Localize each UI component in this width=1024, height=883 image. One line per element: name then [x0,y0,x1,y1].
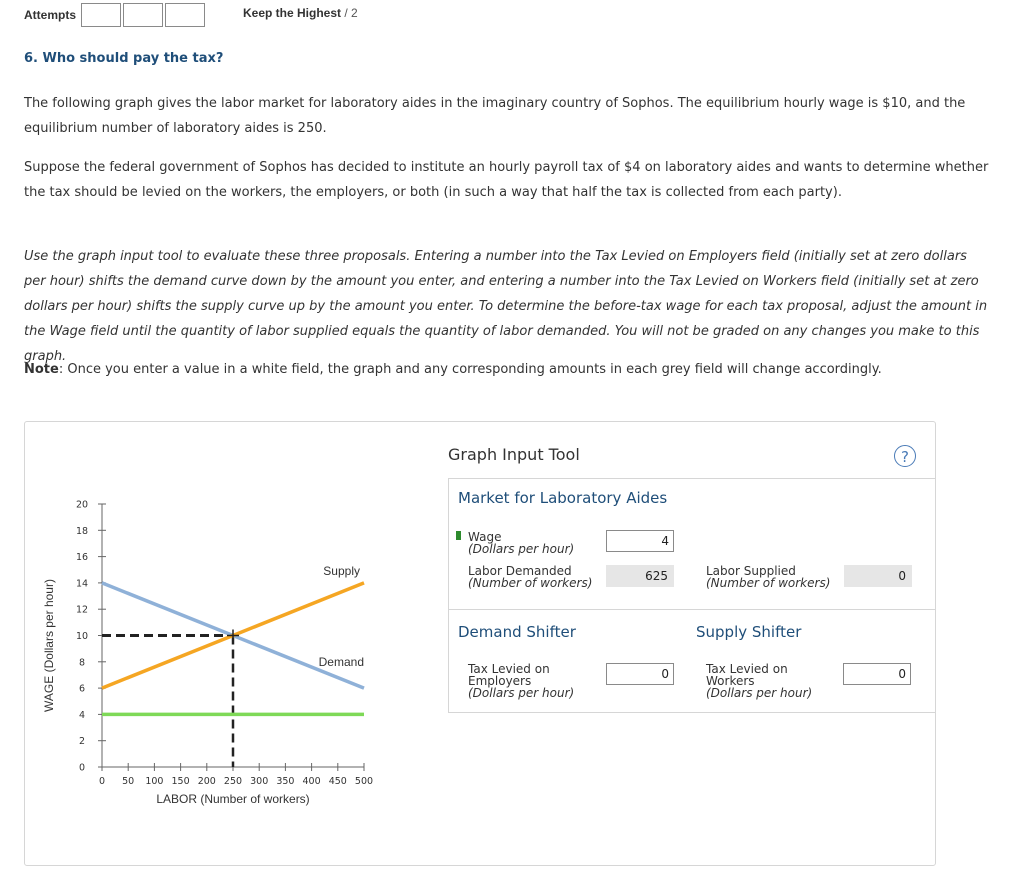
tax-employers-input[interactable] [606,663,674,685]
x-axis-label: LABOR (Number of workers) [156,792,310,806]
wage-unit: (Dollars per hour) [468,542,575,556]
tax-workers-label-line2: Workers [706,674,755,688]
x-tick-label-150: 150 [171,776,190,787]
question-title: 6. Who should pay the tax? [24,51,224,66]
x-tick-label-0: 0 [98,776,106,787]
labor-demanded-label-text: Labor Demanded [468,564,572,578]
tax-paragraph: Suppose the federal government of Sophos has decided to institute an hourly payroll tax of $4 on laboratory aides and wants to determine whether the tax should be levied on the workers, the employers, or both (in such a way that half the tax is collected from each party). [24,160,989,200]
y-tick-label-2: 2 [78,736,86,748]
y-tick-label-14: 14 [75,578,89,590]
labor-supplied-unit: (Number of workers) [706,576,831,590]
tax-employers-unit: (Dollars per hour) [468,686,575,700]
note-text: : Once you enter a value in a white field, the graph and any corresponding amounts in each grey field will change accordingly. [58,362,882,377]
x-tick-label-100: 100 [145,776,164,787]
y-tick-label-20: 20 [75,499,89,511]
supply-shifter-title: Supply Shifter [696,623,802,641]
help-icon[interactable]: ? [894,445,916,467]
attempt-box-1 [81,3,121,27]
wage-label-text: Wage [468,530,502,544]
x-tick-label-350: 350 [276,776,295,787]
attempts-label: Attempts [24,8,77,22]
y-tick-label-6: 6 [78,683,86,695]
labor-supplied-value: 0 [844,565,912,587]
y-tick-label-8: 8 [78,657,86,669]
y-tick-label-16: 16 [75,552,89,564]
note-paragraph [24,357,989,382]
x-tick-label-450: 450 [328,776,347,787]
tax-workers-label [706,663,812,699]
keep-highest-text: Keep the Highest [243,6,342,20]
market-panel [448,478,936,612]
wage-label [468,531,574,555]
tax-workers-label-line1: Tax Levied on [706,662,788,676]
x-tick-label-300: 300 [250,776,269,787]
attempt-box-3 [165,3,205,27]
y-tick-label-18: 18 [75,525,89,537]
tax-workers-input[interactable] [843,663,911,685]
note-label: Note [24,362,59,377]
x-tick-label-400: 400 [302,776,321,787]
x-tick-label-50: 50 [122,776,135,787]
demand-shifter-title: Demand Shifter [458,623,576,641]
y-tick-label-4: 4 [78,709,86,721]
tax-employers-label-line2: Employers [468,674,532,688]
shifter-panel [448,609,936,713]
labor-supplied-label [706,565,830,589]
tax-workers-unit: (Dollars per hour) [706,686,813,700]
labor-demanded-unit: (Number of workers) [468,576,593,590]
graph-tool-frame [24,421,936,866]
y-axis-label: WAGE (Dollars per hour) [42,579,56,712]
graph-input-tool-title: Graph Input Tool [448,445,580,464]
demand-curve-label: Demand [318,654,364,669]
tax-employers-label [468,663,574,699]
instructions-paragraph: Use the graph input tool to evaluate these three proposals. Entering a number into the Tax Levied on Employers field (initially set at zero dollars per hour) shifts the demand curve down by the amount you enter, and entering a number into the Tax Levied on Workers field (initially set at zero dollars per hour) shifts the supply curve up by the amount you enter. To determine the before-tax wage for each tax proposal, adjust the amount in the Wage field until the quantity of labor supplied equals the quantity of labor demanded. You will not be graded on any changes you make to this graph. [24,249,988,364]
supply-curve-label: Supply [323,563,360,578]
wage-marker-icon [456,531,461,540]
labor-supplied-label-text: Labor Supplied [706,564,796,578]
labor-market-chart[interactable] [25,422,425,865]
x-tick-label-250: 250 [223,776,243,787]
tax-employers-label-line1: Tax Levied on [468,662,550,676]
keep-highest-label [243,6,358,20]
keep-highest-sep: / [341,6,352,20]
market-panel-title: Market for Laboratory Aides [458,489,668,507]
x-tick-label-500: 500 [354,776,374,787]
labor-demanded-label [468,565,592,589]
attempt-box-2 [123,3,163,27]
keep-highest-value: 2 [351,6,358,20]
labor-demanded-value: 625 [606,565,674,587]
y-tick-label-0: 0 [78,762,86,774]
x-tick-label-200: 200 [197,776,216,787]
y-tick-label-12: 12 [75,604,89,616]
y-tick-label-10: 10 [75,631,89,642]
wage-input[interactable] [606,530,674,552]
attempts-bar [24,3,207,27]
intro-paragraph: The following graph gives the labor market for laboratory aides in the imaginary country of Sophos. The equilibrium hourly wage is $10, and the equilibrium number of laboratory aides is 250. [24,96,966,136]
